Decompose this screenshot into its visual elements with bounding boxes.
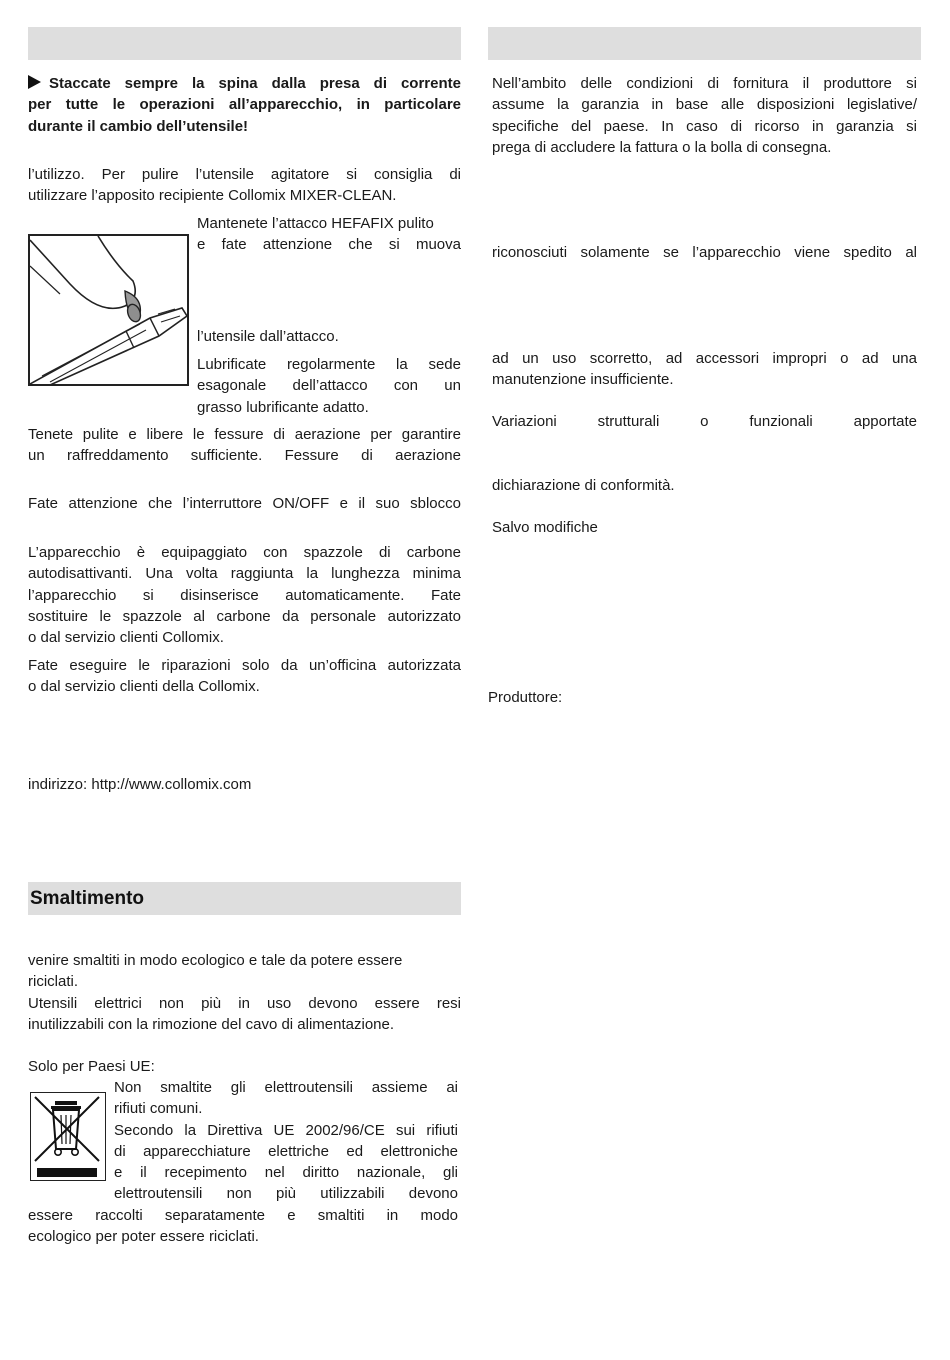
text-line: o dal servizio clienti della Collomix. (28, 678, 260, 696)
text-line: elettroutensili non più utilizzabili devono (114, 1185, 458, 1203)
warning-line: per tutte le operazioni all’apparecchio, in particolare (28, 96, 461, 114)
text-line: ecologico per poter essere riciclati. (28, 1228, 259, 1246)
right-header-bar (488, 27, 921, 60)
warranty-paragraph (492, 73, 917, 158)
address-line: indirizzo: http://www.collomix.com (28, 776, 252, 793)
text-line: riciclati. (28, 973, 79, 991)
text-line: l’apparecchio si disinserisce automaticamente. Fate (28, 586, 461, 604)
variations-line: Variazioni strutturali o funzionali apportate (492, 413, 917, 430)
warning-line: Staccate sempre la spina dalla presa di corrente (28, 73, 461, 94)
text-line: Non smaltite gli elettroutensili assieme ai (114, 1079, 458, 1096)
text-line: assume la garanzia in base alle disposizioni legislative/ (492, 96, 917, 114)
repairs-paragraph (28, 655, 461, 698)
brushes-paragraph (28, 542, 461, 648)
conformity-line: dichiarazione di conformità. (492, 477, 675, 494)
text-line: l’utensile dall’attacco. (197, 328, 339, 345)
text-line: un raffreddamento sufficiente. Fessure di aerazione (28, 447, 461, 465)
misuse-paragraph (492, 348, 917, 391)
eu-label: Solo per Paesi UE: (28, 1058, 155, 1075)
text-line: grasso lubrificante adatto. (197, 398, 369, 416)
manufacturer-label: Produttore: (488, 689, 563, 706)
text-line: rifiuti comuni. (114, 1100, 203, 1118)
text-line: autodisattivanti. Una volta raggiunta la lunghezza minima (28, 565, 461, 583)
text-line: venire smaltiti in modo ecologico e tale da potere essere (28, 952, 403, 969)
text-line: Utensili elettrici non più in uso devono essere resi (28, 994, 461, 1012)
disposal-heading: Smaltimento (28, 882, 461, 915)
disposal-paragraph (28, 950, 461, 1035)
text-line: prega di accludere la fattura o la bolla di consegna. (492, 138, 832, 156)
lubrication-illustration (28, 234, 189, 386)
text-line: e fate attenzione che si muova (197, 236, 461, 254)
text-line: essere raccolti separatamente e smaltiti in modo (28, 1206, 458, 1224)
text-line: l’utilizzo. Per pulire l’utensile agitatore si consiglia di (28, 166, 461, 183)
oil-dripping-on-shaft-icon (30, 236, 187, 384)
cleaning-paragraph (28, 164, 461, 207)
switch-line: Fate attenzione che l’interruttore ON/OFF e il suo sblocco (28, 495, 461, 512)
text-line: ad un uso scorretto, ad accessori impropri o ad una (492, 350, 917, 367)
hefafix-paragraph (197, 213, 461, 256)
warning-paragraph (28, 73, 461, 137)
text-line: Tenete pulite e libere le fessure di aerazione per garantire (28, 426, 461, 443)
text-line: L’apparecchio è equipaggiato con spazzole di carbone (28, 544, 461, 561)
eu-paragraph (28, 1077, 458, 1247)
text-line: e il recepimento nel diritto nazionale, gli (114, 1164, 458, 1182)
text-line: inutilizzabili con la rimozione del cavo di alimentazione. (28, 1015, 395, 1033)
text-line: Secondo la Direttiva UE 2002/96/CE sui rifiuti (114, 1121, 458, 1139)
recognized-line: riconosciuti solamente se l’apparecchio viene spedito al (492, 244, 917, 261)
text-line: Mantenete l’attacco HEFAFIX pulito (197, 215, 434, 232)
vents-paragraph (28, 424, 461, 467)
text-line: esagonale dell’attacco con un (197, 377, 461, 395)
arrow-right-icon (28, 75, 41, 89)
text-line: Fate eseguire le riparazioni solo da un’officina autorizzata (28, 657, 461, 674)
text-line: Nell’ambito delle condizioni di fornitura il produttore si (492, 75, 917, 92)
text-line: o dal servizio clienti Collomix. (28, 629, 224, 647)
subject-to-change: Salvo modifiche (492, 519, 598, 536)
text-line: specifiche del paese. In caso di ricorso in garanzia si (492, 117, 917, 135)
text-line: Lubrificate regolarmente la sede (197, 356, 461, 373)
text-line: manutenzione insufficiente. (492, 371, 674, 389)
text-line: sostituire le spazzole al carbone da personale autorizzato (28, 607, 461, 625)
lubricate-paragraph (197, 354, 461, 418)
text-line: di apparecchiature elettriche ed elettroniche (114, 1142, 458, 1160)
warning-line: durante il cambio dell’utensile! (28, 117, 249, 135)
left-header-bar (28, 27, 461, 60)
text-line: utilizzare l’apposito recipiente Collomix MIXER-CLEAN. (28, 187, 397, 205)
